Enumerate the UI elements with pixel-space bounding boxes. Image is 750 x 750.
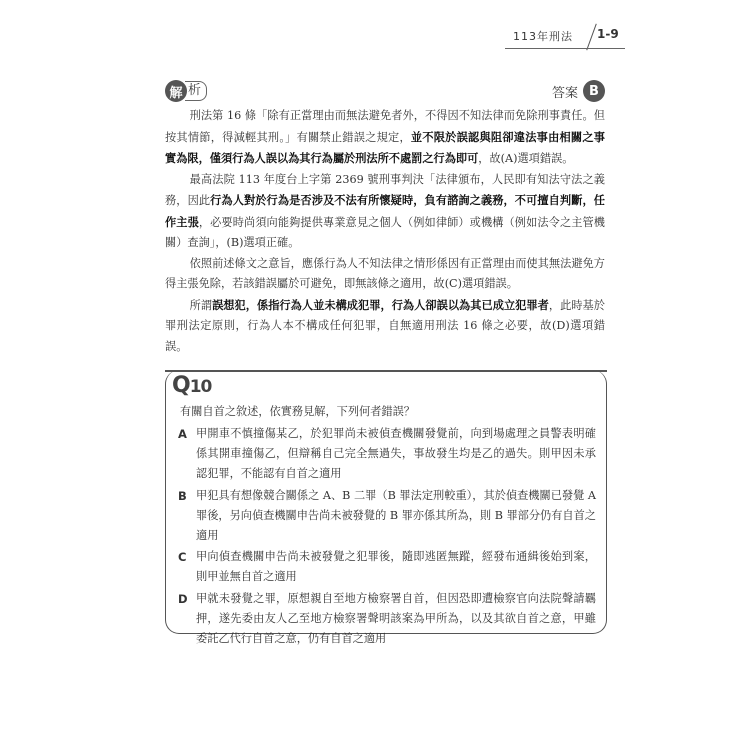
bold-text: 並不限於誤認與阻卻違法事由相關之事實為限，僅須行為人誤以為其行為屬於刑法所不處罰之行為即可: [165, 129, 605, 165]
option-text: 甲開車不慎撞傷某乙，於犯罪尚未被偵查機關發覺前，向到場處理之員警表明確係其開車撞傷乙，但辯稱自己完全無過失，事故發生均是乙的過失。則甲因未承認犯罪，不能認有自首之適用: [196, 427, 596, 481]
header-rule: [505, 48, 625, 49]
book-title: 113年刑法: [513, 30, 573, 43]
answer-indicator: [552, 80, 605, 102]
option-text: 甲就未發覺之罪，原想親自至地方檢察署自首，但因恐即遭檢察官向法院聲請羈押，遂先委由友人乙至地方檢察署聲明該案為甲所為，以及其欲自首之意，甲雖委託乙代行自首之意，仍有自首之適用: [196, 591, 596, 646]
option-text: 甲犯具有想像競合關係之 A、B 二罪（B 罪法定刑較重），其於偵查機關已發覺 A 罪後，另向偵查機關申告尚未被發覺的 B 罪亦係其所為，則 B 罪部分仍有自首之適用: [196, 488, 596, 543]
question-stem: 有關自首之敘述，依實務見解，下列何者錯誤？: [180, 405, 415, 418]
option-b: [176, 486, 596, 547]
question-number: 10: [189, 377, 212, 397]
bold-text: 行為人對於行為是否涉及不法有所懷疑時，負有諮詢之義務，不可擅自判斷，任作主張: [165, 193, 605, 229]
badge-circle: 解: [165, 80, 187, 102]
question-q: Q: [172, 373, 190, 398]
option-c: [176, 547, 596, 587]
explanation-paragraph: [165, 106, 605, 170]
explanation-section: [165, 80, 605, 357]
text-run: ，此時基於罪刑法定原則，行為人本不構成任何犯罪，自無適用刑法 16 條之必要，故(D)選項錯誤。: [165, 298, 605, 353]
option-a: [176, 424, 596, 485]
text-run: 最高法院 113 年度台上字第 2369 號刑事判決「法律頒布，人民即有知法守法之義務，因此: [165, 172, 605, 207]
bold-text: 誤想犯，係指行為人並未構成犯罪，行為人卻誤以為其已成立犯罪者: [212, 297, 549, 312]
option-text: 甲向偵查機關申告尚未被發覺之犯罪後，隨即逃匿無蹤，經發布通緝後始到案，則甲並無自首之適用: [196, 550, 596, 584]
explanation-body: [165, 106, 605, 357]
text-run: ，必要時尚須向能夠提供專業意見之個人（例如律師）或機構（例如法令之主管機關）查詢」，(B)選項正確。: [165, 215, 605, 249]
page-number: 1-9: [597, 27, 619, 41]
explanation-paragraph: [165, 254, 605, 295]
explanation-header: [165, 80, 605, 106]
answer-value: B: [583, 80, 605, 102]
option-d: [176, 589, 596, 650]
explanation-badge: [165, 80, 207, 102]
explanation-paragraph: [165, 170, 605, 254]
text-run: 依照前述條文之意旨，應係行為人不知法律之情形係因有正當理由而使其無法避免方得主張免除，若該錯誤屬於可避免，即無該條之適用，故(C)選項錯誤。: [165, 256, 605, 290]
explanation-paragraph: [165, 295, 605, 358]
question-options: [176, 424, 596, 650]
option-letter: D: [178, 591, 188, 606]
header-divider: [586, 24, 597, 51]
text-run: ，故(A)選項錯誤。: [478, 152, 574, 165]
badge-tab: 析: [185, 81, 207, 101]
question-label: [172, 373, 211, 398]
option-letter: B: [178, 488, 187, 503]
page-header: [505, 24, 625, 50]
text-run: 刑法第 16 條「除有正當理由而無法避免者外，不得因不知法律而免除刑事責任。但按其情節，得減輕其刑。」有關禁止錯誤之規定，: [165, 109, 605, 144]
answer-label: 答案: [551, 85, 578, 101]
text-run: 所謂: [189, 298, 213, 312]
option-letter: C: [178, 550, 187, 565]
option-letter: A: [178, 427, 187, 441]
